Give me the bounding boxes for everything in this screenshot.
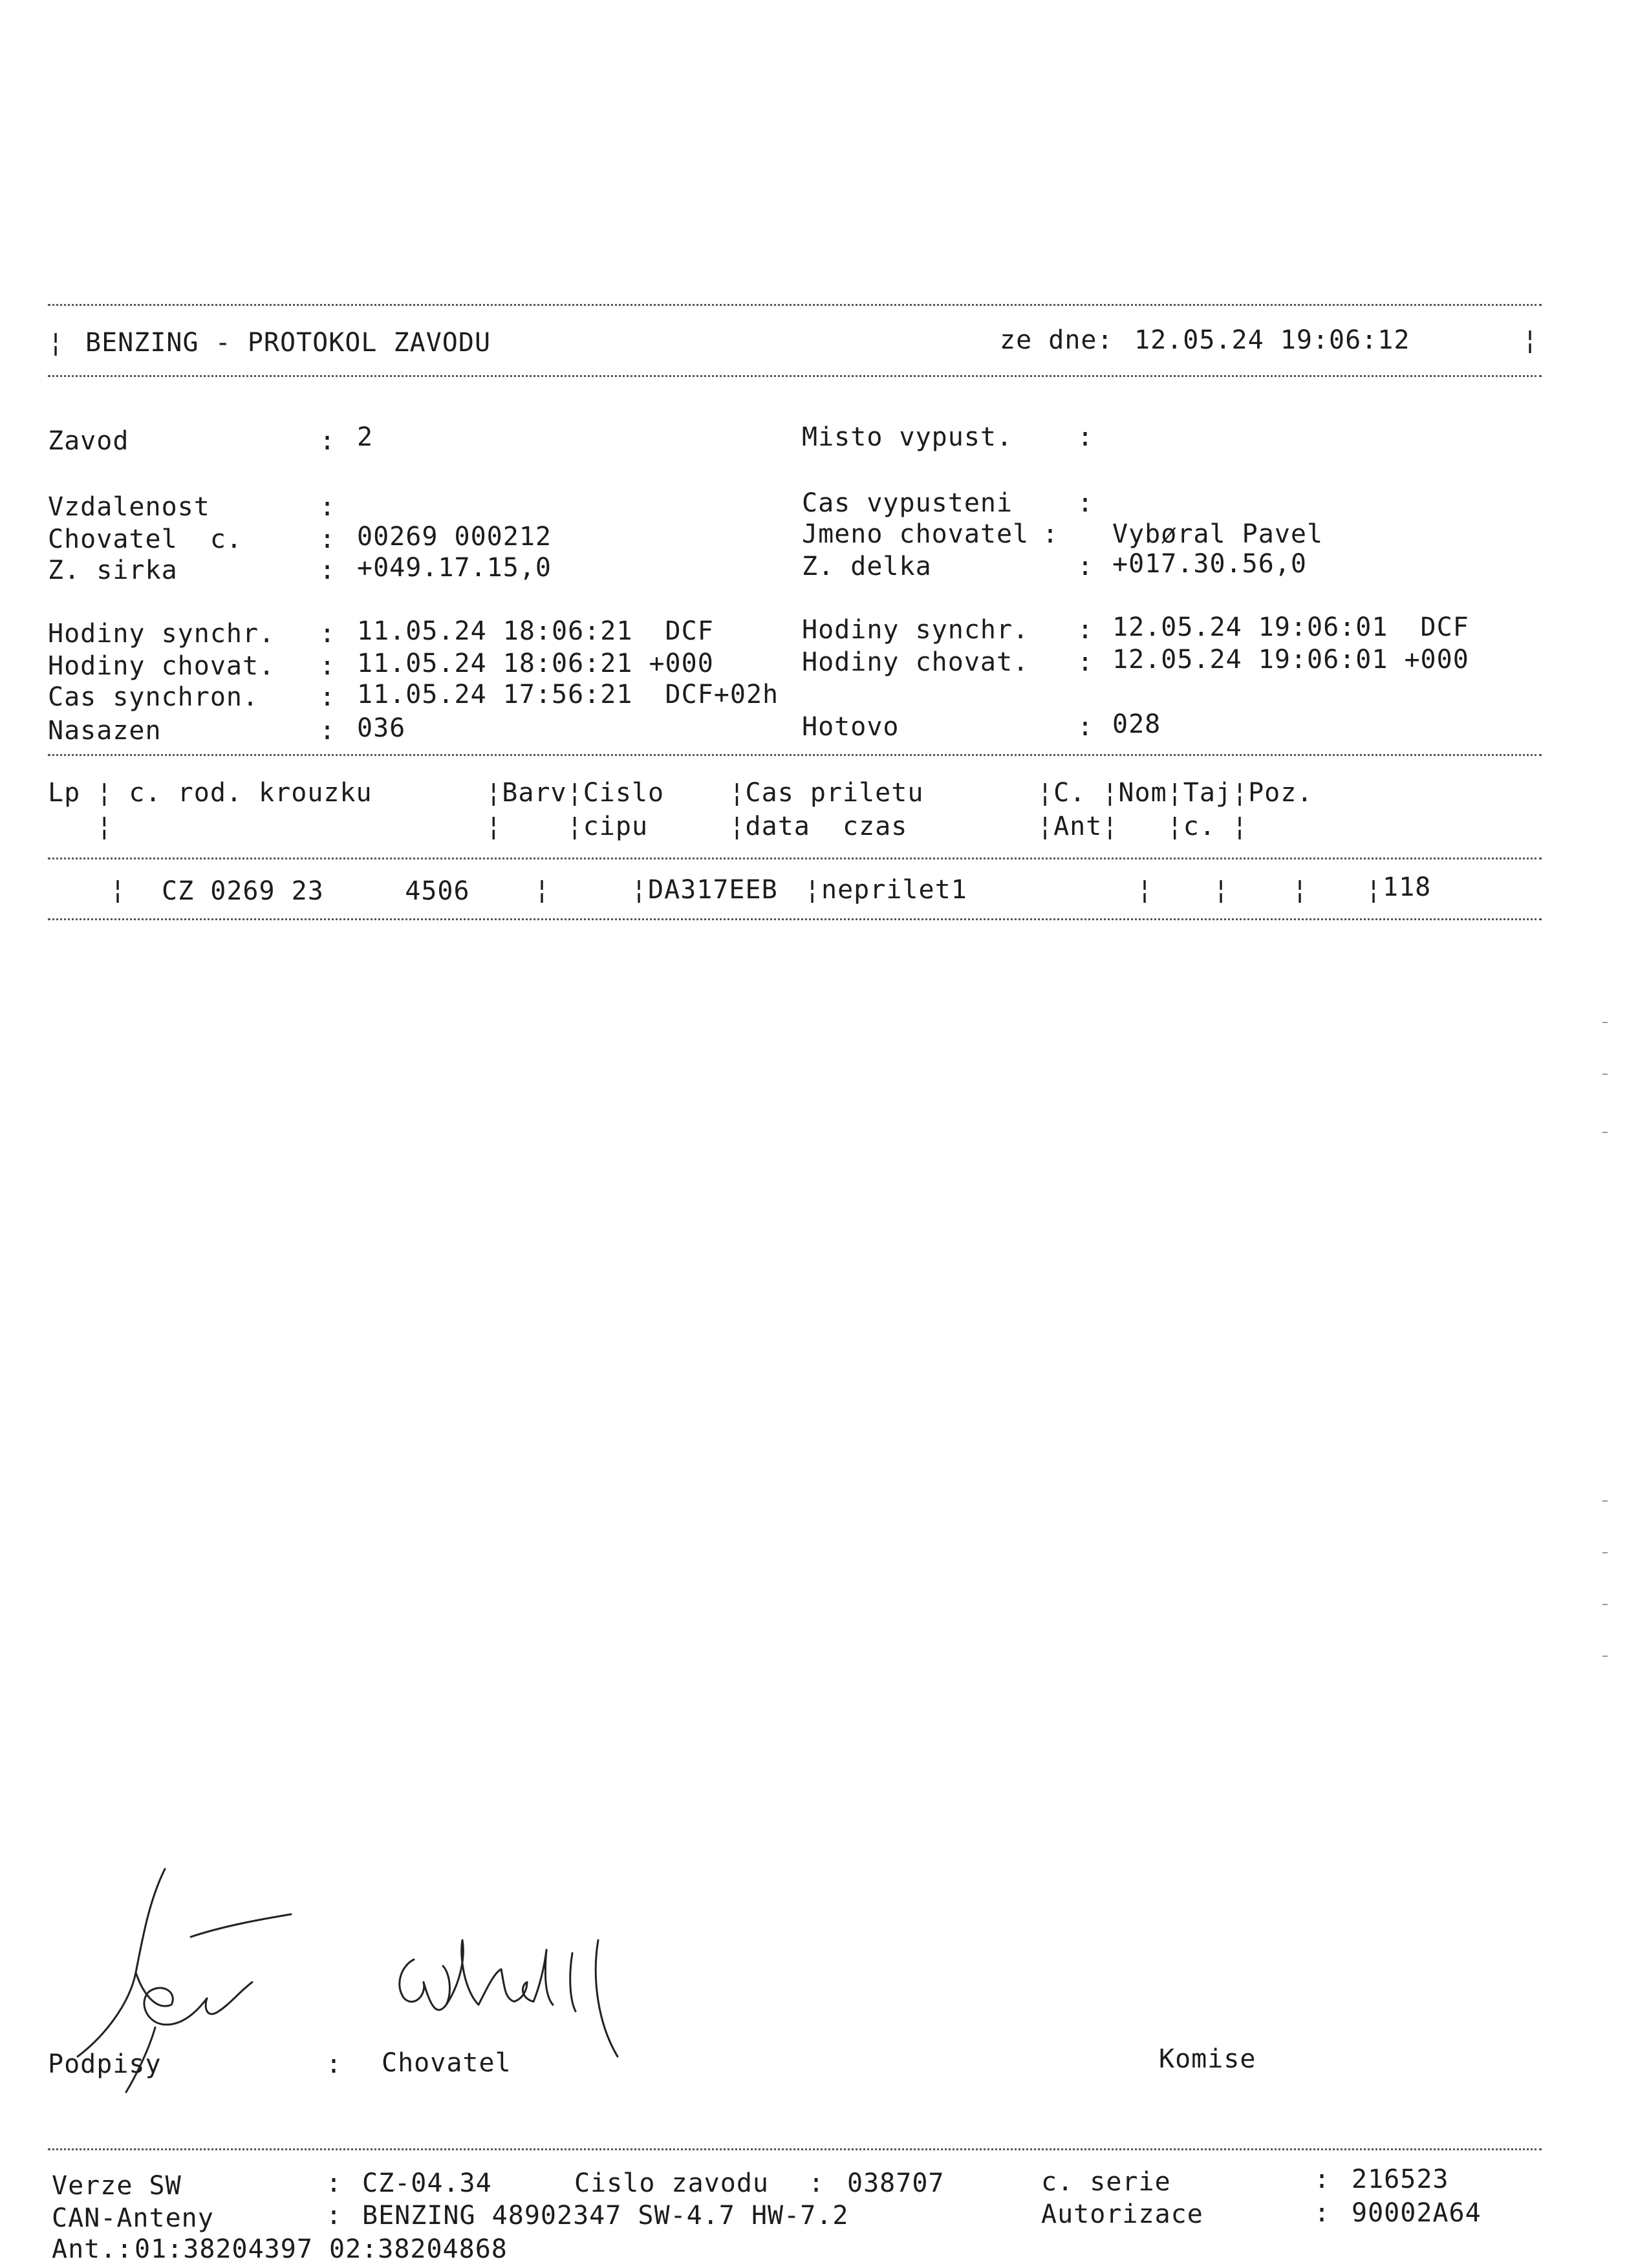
date-value: 12.05.24 19:06:12 (1134, 325, 1410, 355)
signatures-label: Podpisy (48, 2049, 162, 2079)
ant-value: 01:38204397 02:38204868 (135, 2234, 508, 2264)
top-rule (48, 304, 1542, 306)
table-header-rule (48, 858, 1542, 859)
zavod-label: Zavod (48, 426, 129, 456)
synchr-label-left: Hodiny synchr. (48, 619, 275, 649)
table-header-row-2: ¦ ¦ ¦cipu ¦data czas ¦Ant¦ ¦c. ¦ (48, 812, 1249, 841)
serie-value: 216523 (1352, 2165, 1449, 2194)
zavod-colon: : (319, 426, 336, 456)
autorizace-colon: : (1314, 2198, 1331, 2228)
scan-mark (1602, 1074, 1608, 1075)
row-sep-5: ¦ (1137, 875, 1154, 905)
verze-colon: : (326, 2168, 343, 2198)
jmeno-label: Jmeno chovatel (802, 519, 1029, 549)
cas-vypusteni-colon: : (1077, 488, 1094, 518)
chovat-colon-right: : (1077, 647, 1094, 677)
hotovo-colon: : (1077, 712, 1094, 742)
vzdalenost-label: Vzdalenost (48, 492, 210, 522)
table-top-rule (48, 754, 1542, 756)
cas-vypusteni-label: Cas vypusteni (802, 488, 1013, 518)
delka-colon: : (1077, 552, 1094, 581)
chovat-value-right: 12.05.24 19:06:01 +000 (1112, 645, 1469, 675)
serie-label: c. serie (1041, 2167, 1171, 2197)
sirka-value: +049.17.15,0 (357, 553, 552, 583)
synchr-value-left: 11.05.24 18:06:21 DCF (357, 616, 714, 646)
verze-label: Verze SW (52, 2171, 182, 2201)
chovat-value-left: 11.05.24 18:06:21 +000 (357, 649, 714, 678)
row-arrival: neprilet1 (821, 875, 967, 905)
jmeno-value: Vybøral Pavel (1112, 519, 1324, 549)
cislo-zavodu-label: Cislo zavodu (574, 2168, 769, 2198)
row-sep-1: ¦ (110, 875, 127, 905)
scan-mark (1602, 1132, 1608, 1133)
sirka-label: Z. sirka (48, 556, 178, 585)
row-position: 118 (1383, 872, 1432, 902)
cislo-zavodu-colon: : (808, 2168, 825, 2198)
hotovo-value: 028 (1112, 709, 1161, 739)
chovat-label-left: Hodiny chovat. (48, 651, 275, 681)
scan-mark (1602, 1604, 1608, 1605)
can-label: CAN-Anteny (52, 2203, 214, 2233)
synchr-colon-left: : (319, 619, 336, 649)
cas-synchron-colon: : (319, 682, 336, 712)
row-chip: DA317EEB (648, 875, 778, 905)
scan-mark (1602, 1656, 1608, 1657)
cas-synchron-label: Cas synchron. (48, 682, 259, 712)
row-sep-2: ¦ (534, 875, 551, 905)
autorizace-label: Autorizace (1041, 2199, 1203, 2229)
header-left-border: ¦ (48, 328, 65, 358)
row-sep-8: ¦ (1366, 875, 1383, 905)
vzdalenost-colon: : (319, 492, 336, 522)
delka-label: Z. delka (802, 552, 932, 581)
delka-value: +017.30.56,0 (1112, 549, 1307, 579)
autorizace-value: 90002A64 (1352, 2198, 1482, 2228)
cislo-zavodu-value: 038707 (847, 2168, 945, 2198)
synchr-label-right: Hodiny synchr. (802, 615, 1029, 645)
row-sep-7: ¦ (1292, 875, 1309, 905)
row-sep-4: ¦ (804, 875, 821, 905)
serie-colon: : (1314, 2165, 1331, 2194)
nasazen-value: 036 (357, 713, 406, 743)
can-value: BENZING 48902347 SW-4.7 HW-7.2 (362, 2201, 849, 2230)
synchr-value-right: 12.05.24 19:06:01 DCF (1112, 612, 1469, 642)
nasazen-label: Nasazen (48, 716, 162, 746)
row-sep-3: ¦ (631, 875, 648, 905)
chovatel-value: 00269 000212 (357, 522, 552, 552)
table-header-row-1: Lp ¦ c. rod. krouzku ¦Barv¦Cislo ¦Cas priletu ¦C. ¦Nom¦Taj¦Poz. (48, 778, 1313, 808)
chovat-label-right: Hodiny chovat. (802, 647, 1029, 677)
row-ring-number: CZ 0269 23 4506 (162, 876, 470, 906)
ant-label: Ant.: (52, 2234, 133, 2264)
scan-mark (1602, 1500, 1608, 1502)
row-sep-6: ¦ (1213, 875, 1230, 905)
commission-label: Komise (1159, 2044, 1256, 2074)
header-rule (48, 375, 1542, 377)
date-label: ze dne: (1000, 325, 1114, 355)
table-bottom-rule (48, 918, 1542, 920)
hotovo-label: Hotovo (802, 712, 900, 742)
jmeno-colon: : (1042, 519, 1059, 549)
cas-synchron-value: 11.05.24 17:56:21 DCF+02h (357, 680, 779, 709)
sirka-colon: : (319, 556, 336, 585)
nasazen-colon: : (319, 716, 336, 746)
synchr-colon-right: : (1077, 615, 1094, 645)
misto-label: Misto vypust. (802, 422, 1013, 452)
zavod-value: 2 (357, 422, 374, 452)
footer-rule (48, 2148, 1542, 2150)
signatures-colon: : (326, 2049, 343, 2079)
chovatel-colon: : (319, 524, 336, 554)
chovat-colon-left: : (319, 651, 336, 681)
misto-colon: : (1077, 422, 1094, 452)
breeder-signature-label: Chovatel (382, 2048, 512, 2078)
chovatel-label: Chovatel c. (48, 524, 242, 554)
header-right-border: ¦ (1522, 325, 1539, 355)
verze-value: CZ-04.34 (362, 2168, 492, 2198)
can-colon: : (326, 2201, 343, 2230)
scan-mark (1602, 1552, 1608, 1553)
scan-mark (1602, 1022, 1608, 1023)
protocol-title: BENZING - PROTOKOL ZAVODU (85, 328, 491, 358)
